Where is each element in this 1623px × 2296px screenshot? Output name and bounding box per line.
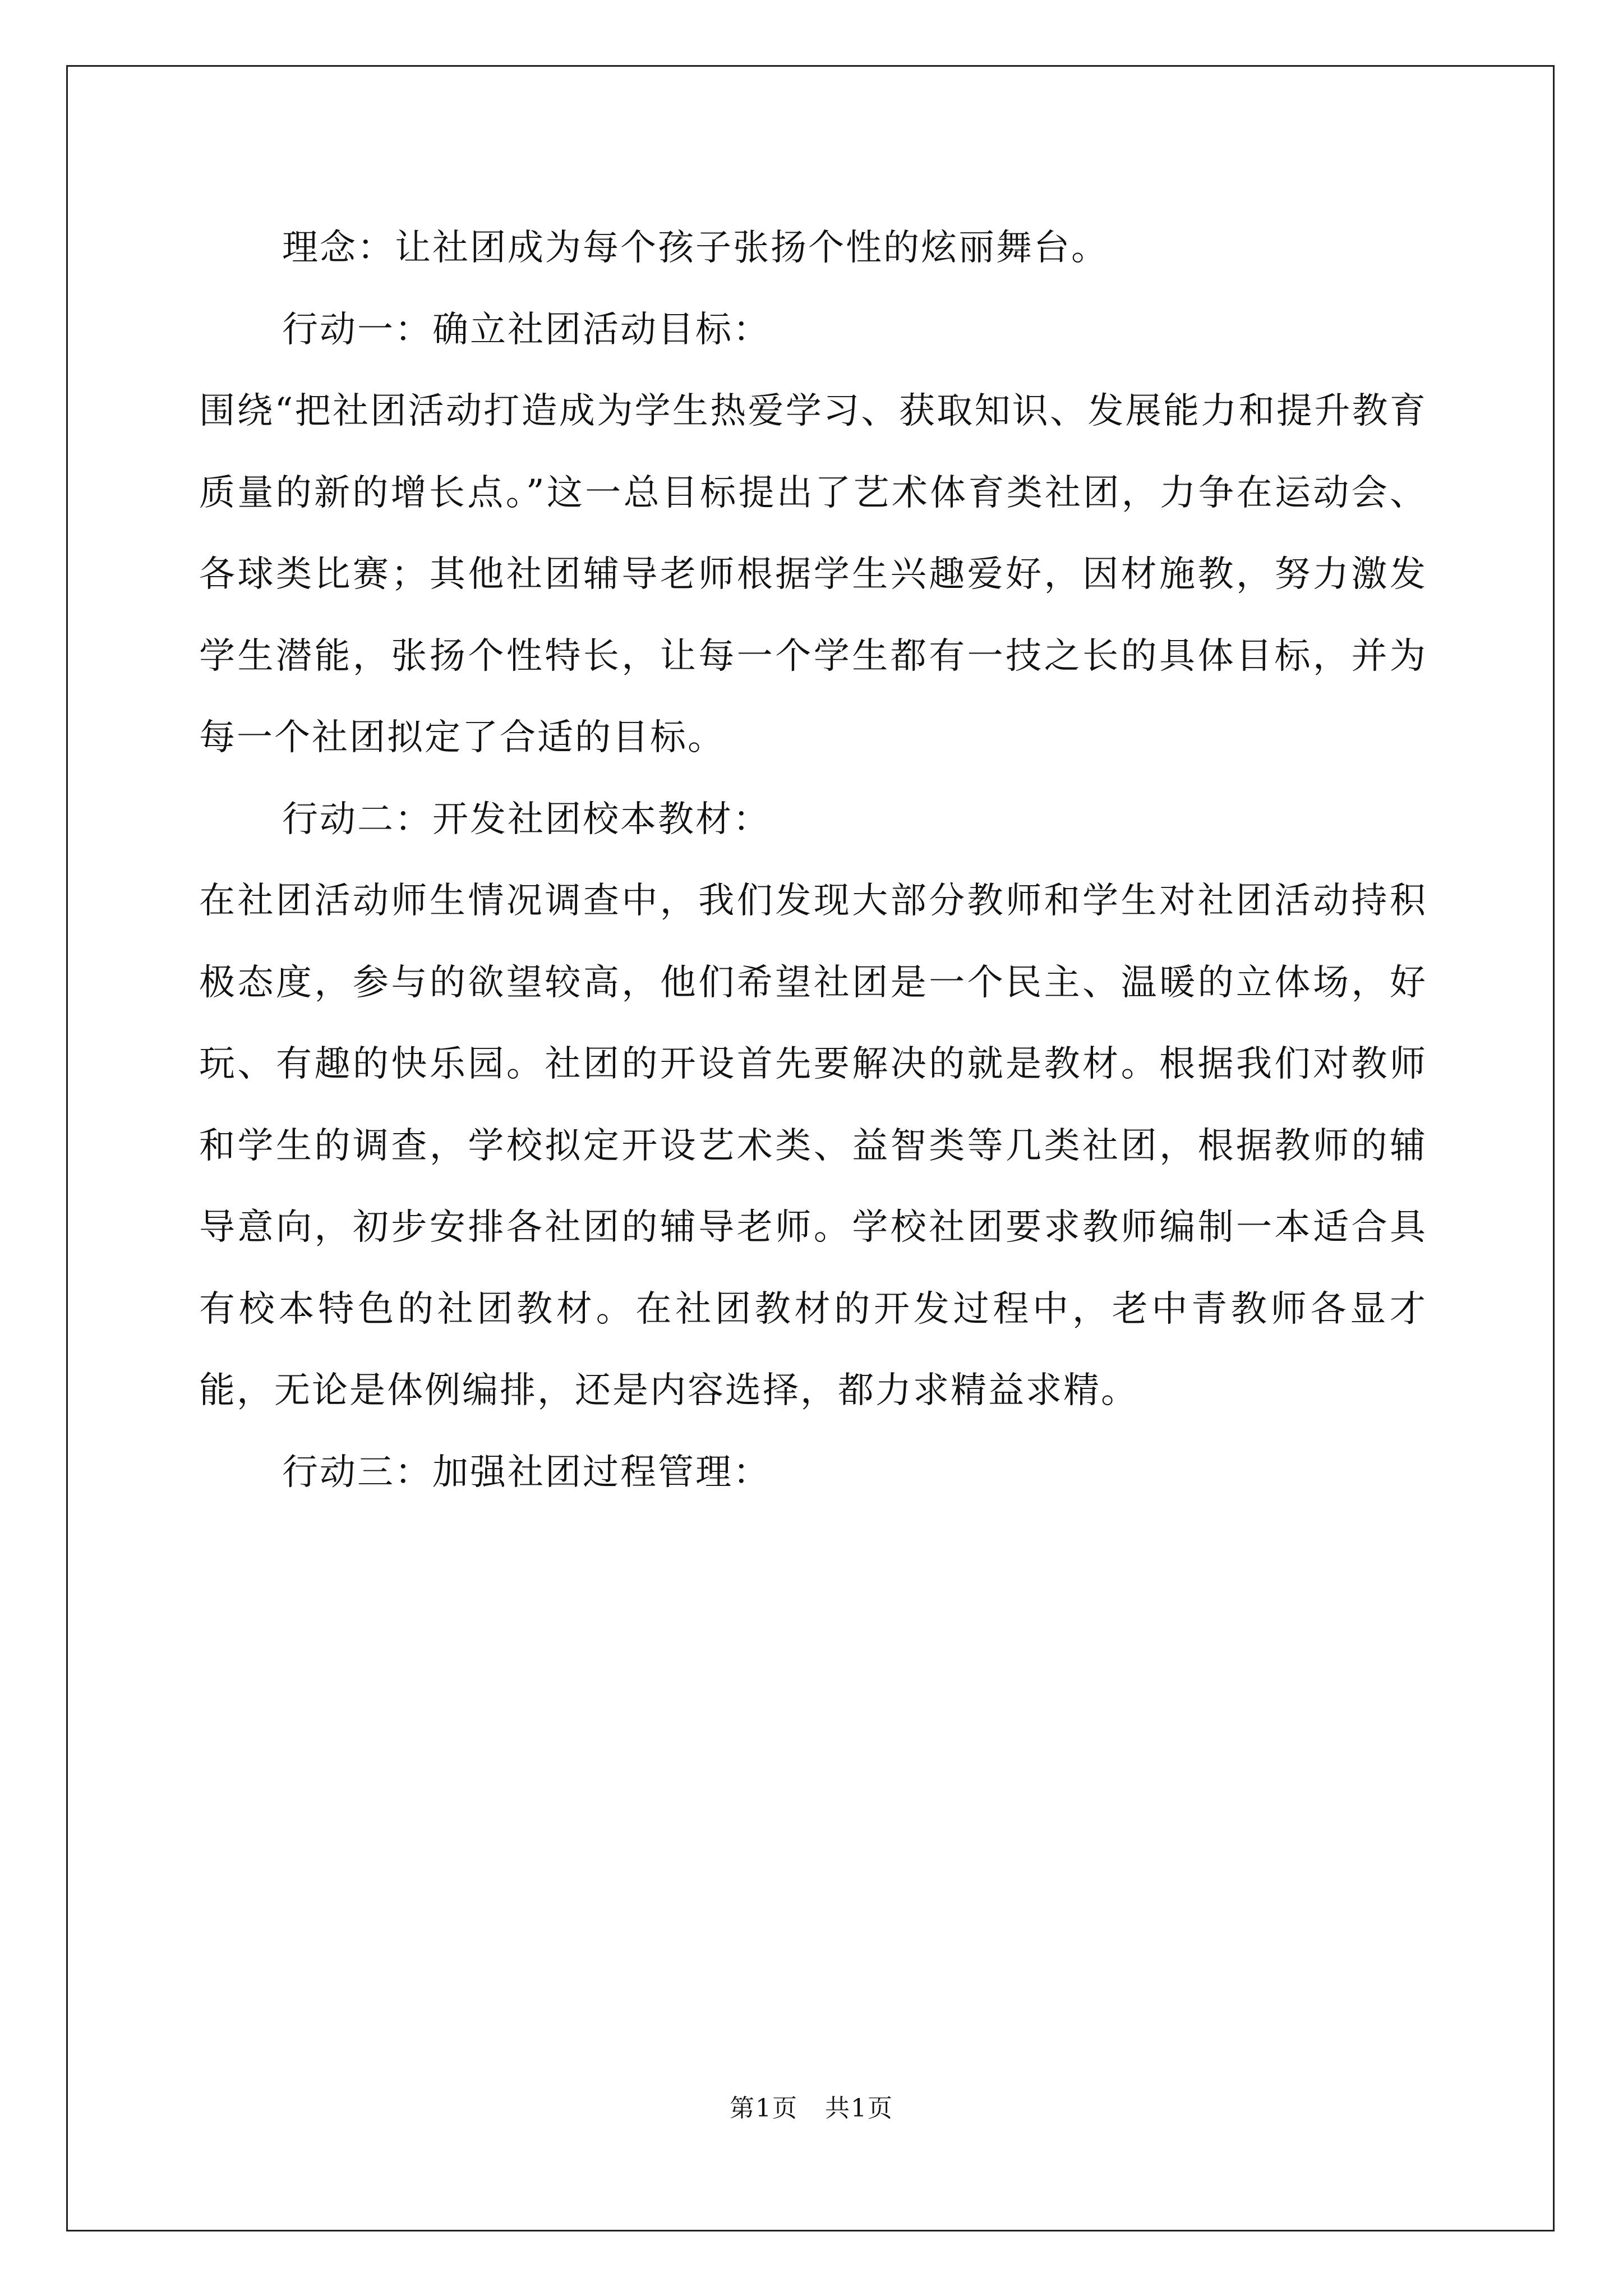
page-number: 第1页 (730, 2094, 798, 2123)
page-footer (0, 2088, 1623, 2124)
document-body (199, 208, 1427, 1513)
heading-action-one: 行动一：确立社团活动目标： (282, 309, 771, 351)
heading-action-two: 行动二：开发社团校本教材： (282, 798, 771, 840)
page-total: 共1页 (825, 2094, 893, 2123)
heading-action-three: 行动三：加强社团过程管理： (282, 1451, 771, 1493)
paragraph-action-two-body: 在社团活动师生情况调查中，我们发现大部分教师和学生对社团活动持积极态度，参与的欲望较高，他们希望社团是一个民主、温暖的立体场，好玩、有趣的快乐园。社团的开设首先要解决的就是教材。根据我们对教师和学生的调查，学校拟定开设艺术类、益智类等几类社团，根据教师的辅导意向，初步安排各社团的辅导老师。学校社团要求教师编制一本适合具有校本特色的社团教材。在社团教材的开发过程中，老中青教师各显才能，无论是体例编排，还是内容选择，都力求精益求精。 (199, 880, 1427, 1411)
paragraph-philosophy: 理念：让社团成为每个孩子张扬个性的炫丽舞台。 (282, 227, 1109, 269)
paragraph-action-one-body: 围绕“把社团活动打造成为学生热爱学习、获取知识、发展能力和提升教育质量的新的增长点。”这一总目标提出了艺术体育类社团，力争在运动会、各球类比赛；其他社团辅导老师根据学生兴趣爱好，因材施教，努力激发学生潜能，张扬个性特长，让每一个学生都有一技之长的具体目标，并为每一个社团拟定了合适的目标。 (199, 390, 1427, 758)
